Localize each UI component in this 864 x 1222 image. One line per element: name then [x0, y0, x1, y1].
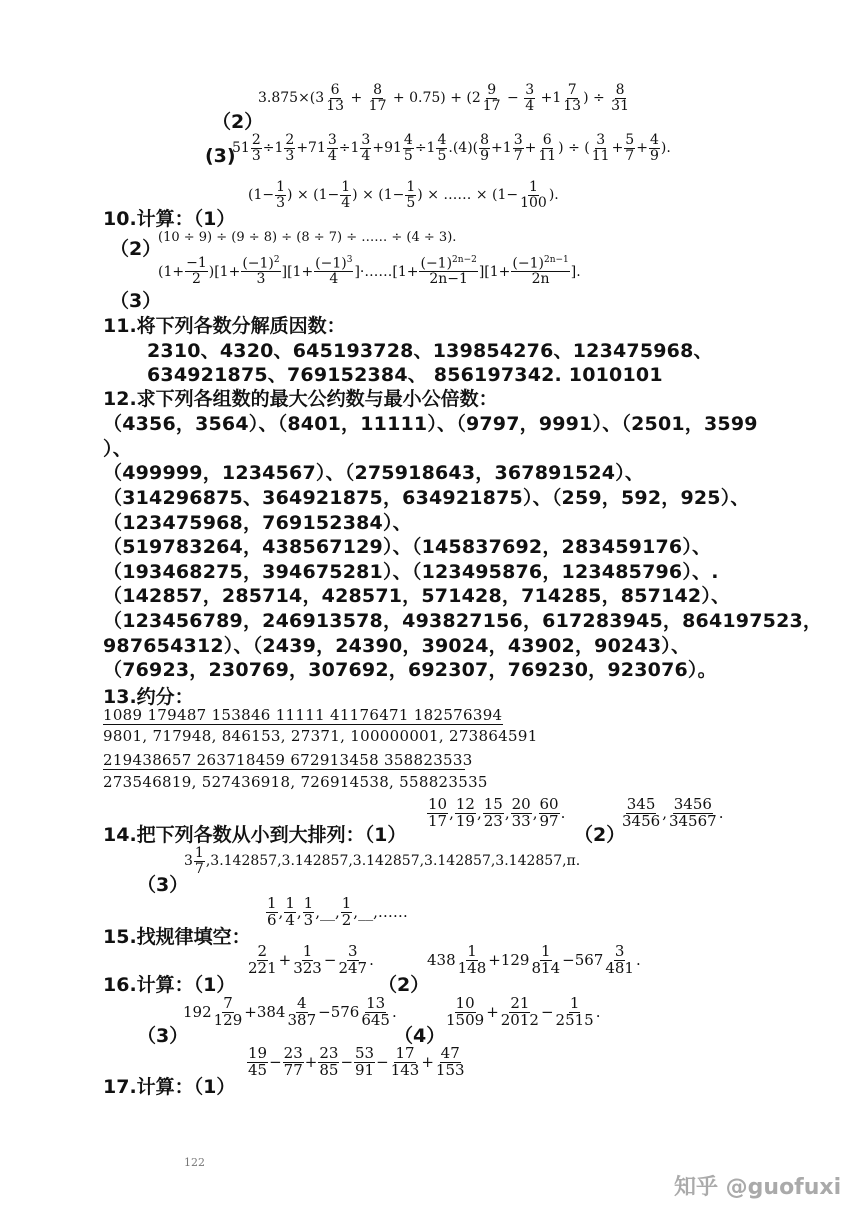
q17-1-expression: 19 45 − $\frac{23}{77}$ + $\frac{23}{85}$ − $\frac{53}{91}$ − $\frac{17}{143}$ + $\frac{47}{153}$ [248, 1044, 465, 1079]
q9-3-expression: 51 $\frac{2}{3}$ ÷1 2 3 +71 $\frac{3}{4}$ ÷1 3 4 +91 $\frac{4}{5}$ ÷1 4 5 .(4) ( 8 9 +1 3 7 + $\frac{6}{11}$ ) ÷ ( 3 11 + $\frac{5}{7}$ + $\frac{4}{9}$ ). [232, 132, 671, 164]
q16-2-expression: 438 1 148 +129 1 814 −567 3 481 . [427, 942, 641, 977]
q13-row1-numerators: 1089 179487 153846 11111 41176471 182576394 [103, 706, 503, 724]
q12-line: ）、 [103, 438, 132, 460]
q12-line: （314296875、364921875，634921875）、（259，592，925）、 [103, 487, 750, 509]
q17-title: 17.计算：（1） [103, 1076, 236, 1098]
q13-row2-denominators: 273546819, 527436918, 726914538, 558823535 [103, 773, 488, 791]
q13-row2-fraction-bar [103, 769, 465, 770]
q12-line: 987654312）、（2439，24390，39024，43902，90243）、 [103, 635, 691, 657]
q12-line: （123456789，246913578，493827156，617283945，864197523， [103, 610, 823, 632]
page-number: 122 [184, 1156, 205, 1169]
q16-3-label: （3） [137, 1025, 189, 1047]
q9-2-label: （2） [212, 111, 264, 133]
q16-1-expression: 2 221 + $\frac{1}{323}$ − $\frac{3}{247}$ . [248, 942, 374, 977]
q9-2-expression: 3.875×(3 6 13 + $\frac{8}{17}$ + 0.75) + (2 9 17 − $\frac{3}{4}$ +1 7 13 ) ÷ $\frac{8}{31}$ [258, 82, 629, 114]
q13-row1-denominators: 9801, 717948, 846153, 27371, 100000001, 273864591 [103, 727, 538, 745]
q12-line: （519783264，438567129）、（145837692，283459176）、 [103, 536, 712, 558]
q11-title: 11.将下列各数分解质因数： [103, 315, 346, 337]
q10-3-expression: (1+ $\frac{-1}{2}$ )[1+ $\frac{(-1)^2}{3}$ ][1+ $\frac{(-1)^3}{4}$ ]·……[1+ $\frac{(-1)^{2n-2}}{2n-1}$ ][1+ $\frac{(-1)^{2n-1}}{2n}$ ]. [158, 255, 581, 288]
q11-line-1: 2310、4320、645193728、139854276、123475968、 [147, 340, 713, 362]
q14-3-expression: 3 1 7 ,3.142857,3.142857,3.142857,3.142857,3.142857,π. [184, 845, 581, 877]
q16-2-label: （2） [378, 974, 430, 996]
q16-4-label: （4） [394, 1025, 446, 1047]
q10-1-expression: (1− $\frac{1}{3}$ ) × (1− $\frac{1}{4}$ ) × (1− $\frac{1}{5}$ ) × …… × (1− $\frac{1}{100}$ ). [248, 179, 559, 211]
q16-4-expression: 10 1509 + $\frac{21}{2012}$ − $\frac{1}{2515}$ . [446, 994, 601, 1029]
q12-title: 12.求下列各组数的最大公约数与最小公倍数： [103, 388, 498, 410]
q10-3-label: （3） [110, 290, 162, 312]
q12-line: （193468275，394675281）、（123495876，123485796）、. [103, 561, 719, 583]
q15-title: 15.找规律填空： [103, 926, 251, 948]
q14-2-expression: 345 3456 , 3456 34567 . [622, 795, 724, 830]
q16-title: 16.计算：（1） [103, 974, 236, 996]
q14-3-label: （3） [137, 874, 189, 896]
q14-1-expression: 10 17 , 12 19 , 15 23 , 20 33 , 60 97 . [428, 795, 566, 830]
q14-title: 14.把下列各数从小到大排列：（1） [103, 824, 407, 846]
q14-2-label: （2） [574, 824, 626, 846]
q16-3-expression: 192 7 129 +384 4 387 −576 13 645 . [183, 994, 397, 1029]
q13-row2-numerators: 219438657 263718459 672913458 358823533 [103, 751, 473, 769]
q13-title: 13.约分： [103, 686, 194, 708]
q12-line: （4356，3564）、（8401，11111）、（9797，9991）、（2501，3599 [103, 413, 758, 435]
q9-3-label: (3) [205, 145, 236, 167]
watermark: 知乎 @guofuxi [674, 1175, 842, 1200]
q12-line: （142857，285714，428571，571428，714285，857142）、 [103, 585, 731, 607]
q9-4-label: .(4) [448, 140, 473, 157]
q10-title: 10.计算：（1） [103, 208, 236, 230]
q15-sequence: 1 6 , 1 4 , 1 3 ,__, 1 2 ,__,…… [267, 894, 408, 929]
q12-line: （499999，1234567）、（275918643，367891524）、 [103, 462, 645, 484]
q11-line-2: 634921875、769152384、 856197342. 1010101 [147, 364, 663, 386]
q14-3-series: ,3.142857,3.142857,3.142857,3.142857,3.142857,π. [205, 853, 581, 870]
q12-line: （76923，230769，307692，692307，769230，923076）。 [103, 659, 717, 681]
q13-row1-fraction-bar [103, 724, 503, 725]
q12-line: （123475968，769152384）、 [103, 512, 412, 534]
q10-2-label: （2） [110, 238, 162, 260]
q10-2-expression: (10 ÷ 9) ÷ (9 ÷ 8) ÷ (8 ÷ 7) ÷ …… ÷ (4 ÷ 3). [158, 230, 457, 245]
